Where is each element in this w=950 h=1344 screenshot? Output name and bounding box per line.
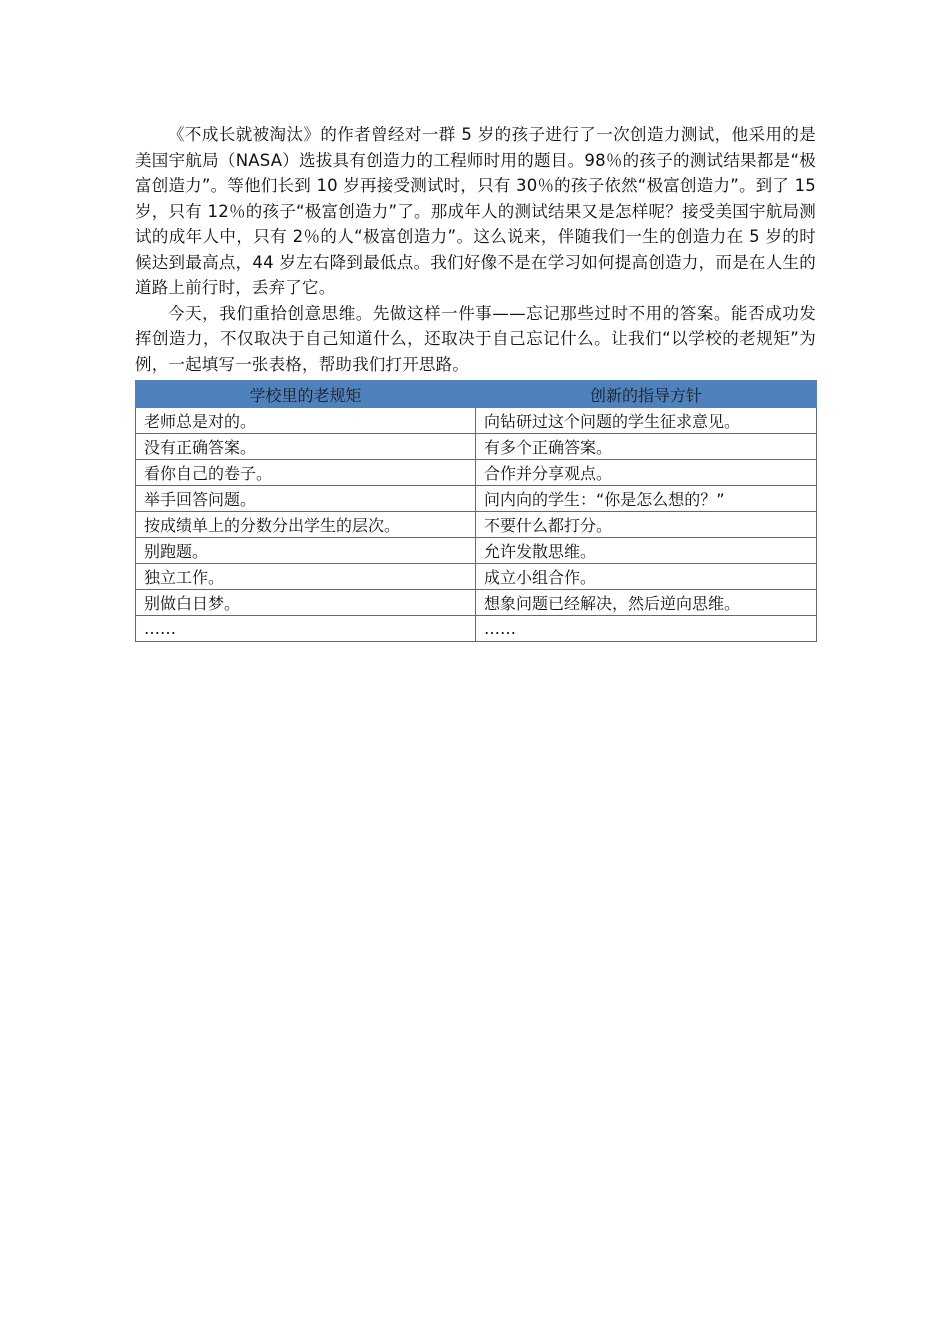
new-guideline-cell: 成立小组合作。 [476,564,817,590]
table-row [136,564,817,590]
old-rule-cell: 看你自己的卷子。 [136,460,476,486]
old-rule-cell: 按成绩单上的分数分出学生的层次。 [136,512,476,538]
table-row [136,460,817,486]
table-row [136,408,817,434]
new-guideline-cell: 向钻研过这个问题的学生征求意见。 [476,408,817,434]
new-guideline-cell: 允许发散思维。 [476,538,817,564]
header-new-guidelines: 创新的指导方针 [476,381,817,408]
old-rule-cell: 别做白日梦。 [136,590,476,616]
old-rule-cell: 老师总是对的。 [136,408,476,434]
new-guideline-cell: 合作并分享观点。 [476,460,817,486]
old-rule-cell: 没有正确答案。 [136,434,476,460]
table-row [136,590,817,616]
old-rule-cell: 独立工作。 [136,564,476,590]
paragraph-creative-thinking: 今天，我们重拾创意思维。先做这样一件事——忘记那些过时不用的答案。能否成功发挥创造力，不仅取决于自己知道什么，还取决于自己忘记什么。让我们“以学校的老规矩”为例，一起填写一张表格，帮助我们打开思路。 [135,303,816,374]
table-row [136,486,817,512]
header-old-rules: 学校里的老规矩 [136,381,476,408]
document-page [135,122,816,642]
new-guideline-cell: 有多个正确答案。 [476,434,817,460]
rules-table [135,380,817,642]
paragraph-creativity-test: 《不成长就被淘汰》的作者曾经对一群 5 岁的孩子进行了一次创造力测试，他采用的是美国宇航局（NASA）选拔具有创造力的工程师时用的题目。98％的孩子的测试结果都是“极富创造力”。等他们长到 10 岁再接受测试时，只有 30％的孩子依然“极富创造力”。到了 15 岁，只有 12％的孩子“极富创造力”了。那成年人的测试结果又是怎样呢？接受美国宇航局测试的成年人中，只有 2％的人“极富创造力”。这么说来，伴随我们一生的创造力在 5 岁的时候达到最高点，44 岁左右降到最低点。我们好像不是在学习如何提高创造力，而是在人生的道路上前行时，丢弃了它。 [135,125,816,297]
old-rule-cell: 别跑题。 [136,538,476,564]
new-guideline-cell: …… [476,616,817,642]
old-rule-cell: 举手回答问题。 [136,486,476,512]
table-row [136,538,817,564]
new-guideline-cell: 问内向的学生：“你是怎么想的？” [476,486,817,512]
new-guideline-cell: 不要什么都打分。 [476,512,817,538]
new-guideline-cell: 想象问题已经解决，然后逆向思维。 [476,590,817,616]
table-row [136,434,817,460]
table-header-row [136,381,817,408]
table-row [136,616,817,642]
old-rule-cell: …… [136,616,476,642]
table-row [136,512,817,538]
